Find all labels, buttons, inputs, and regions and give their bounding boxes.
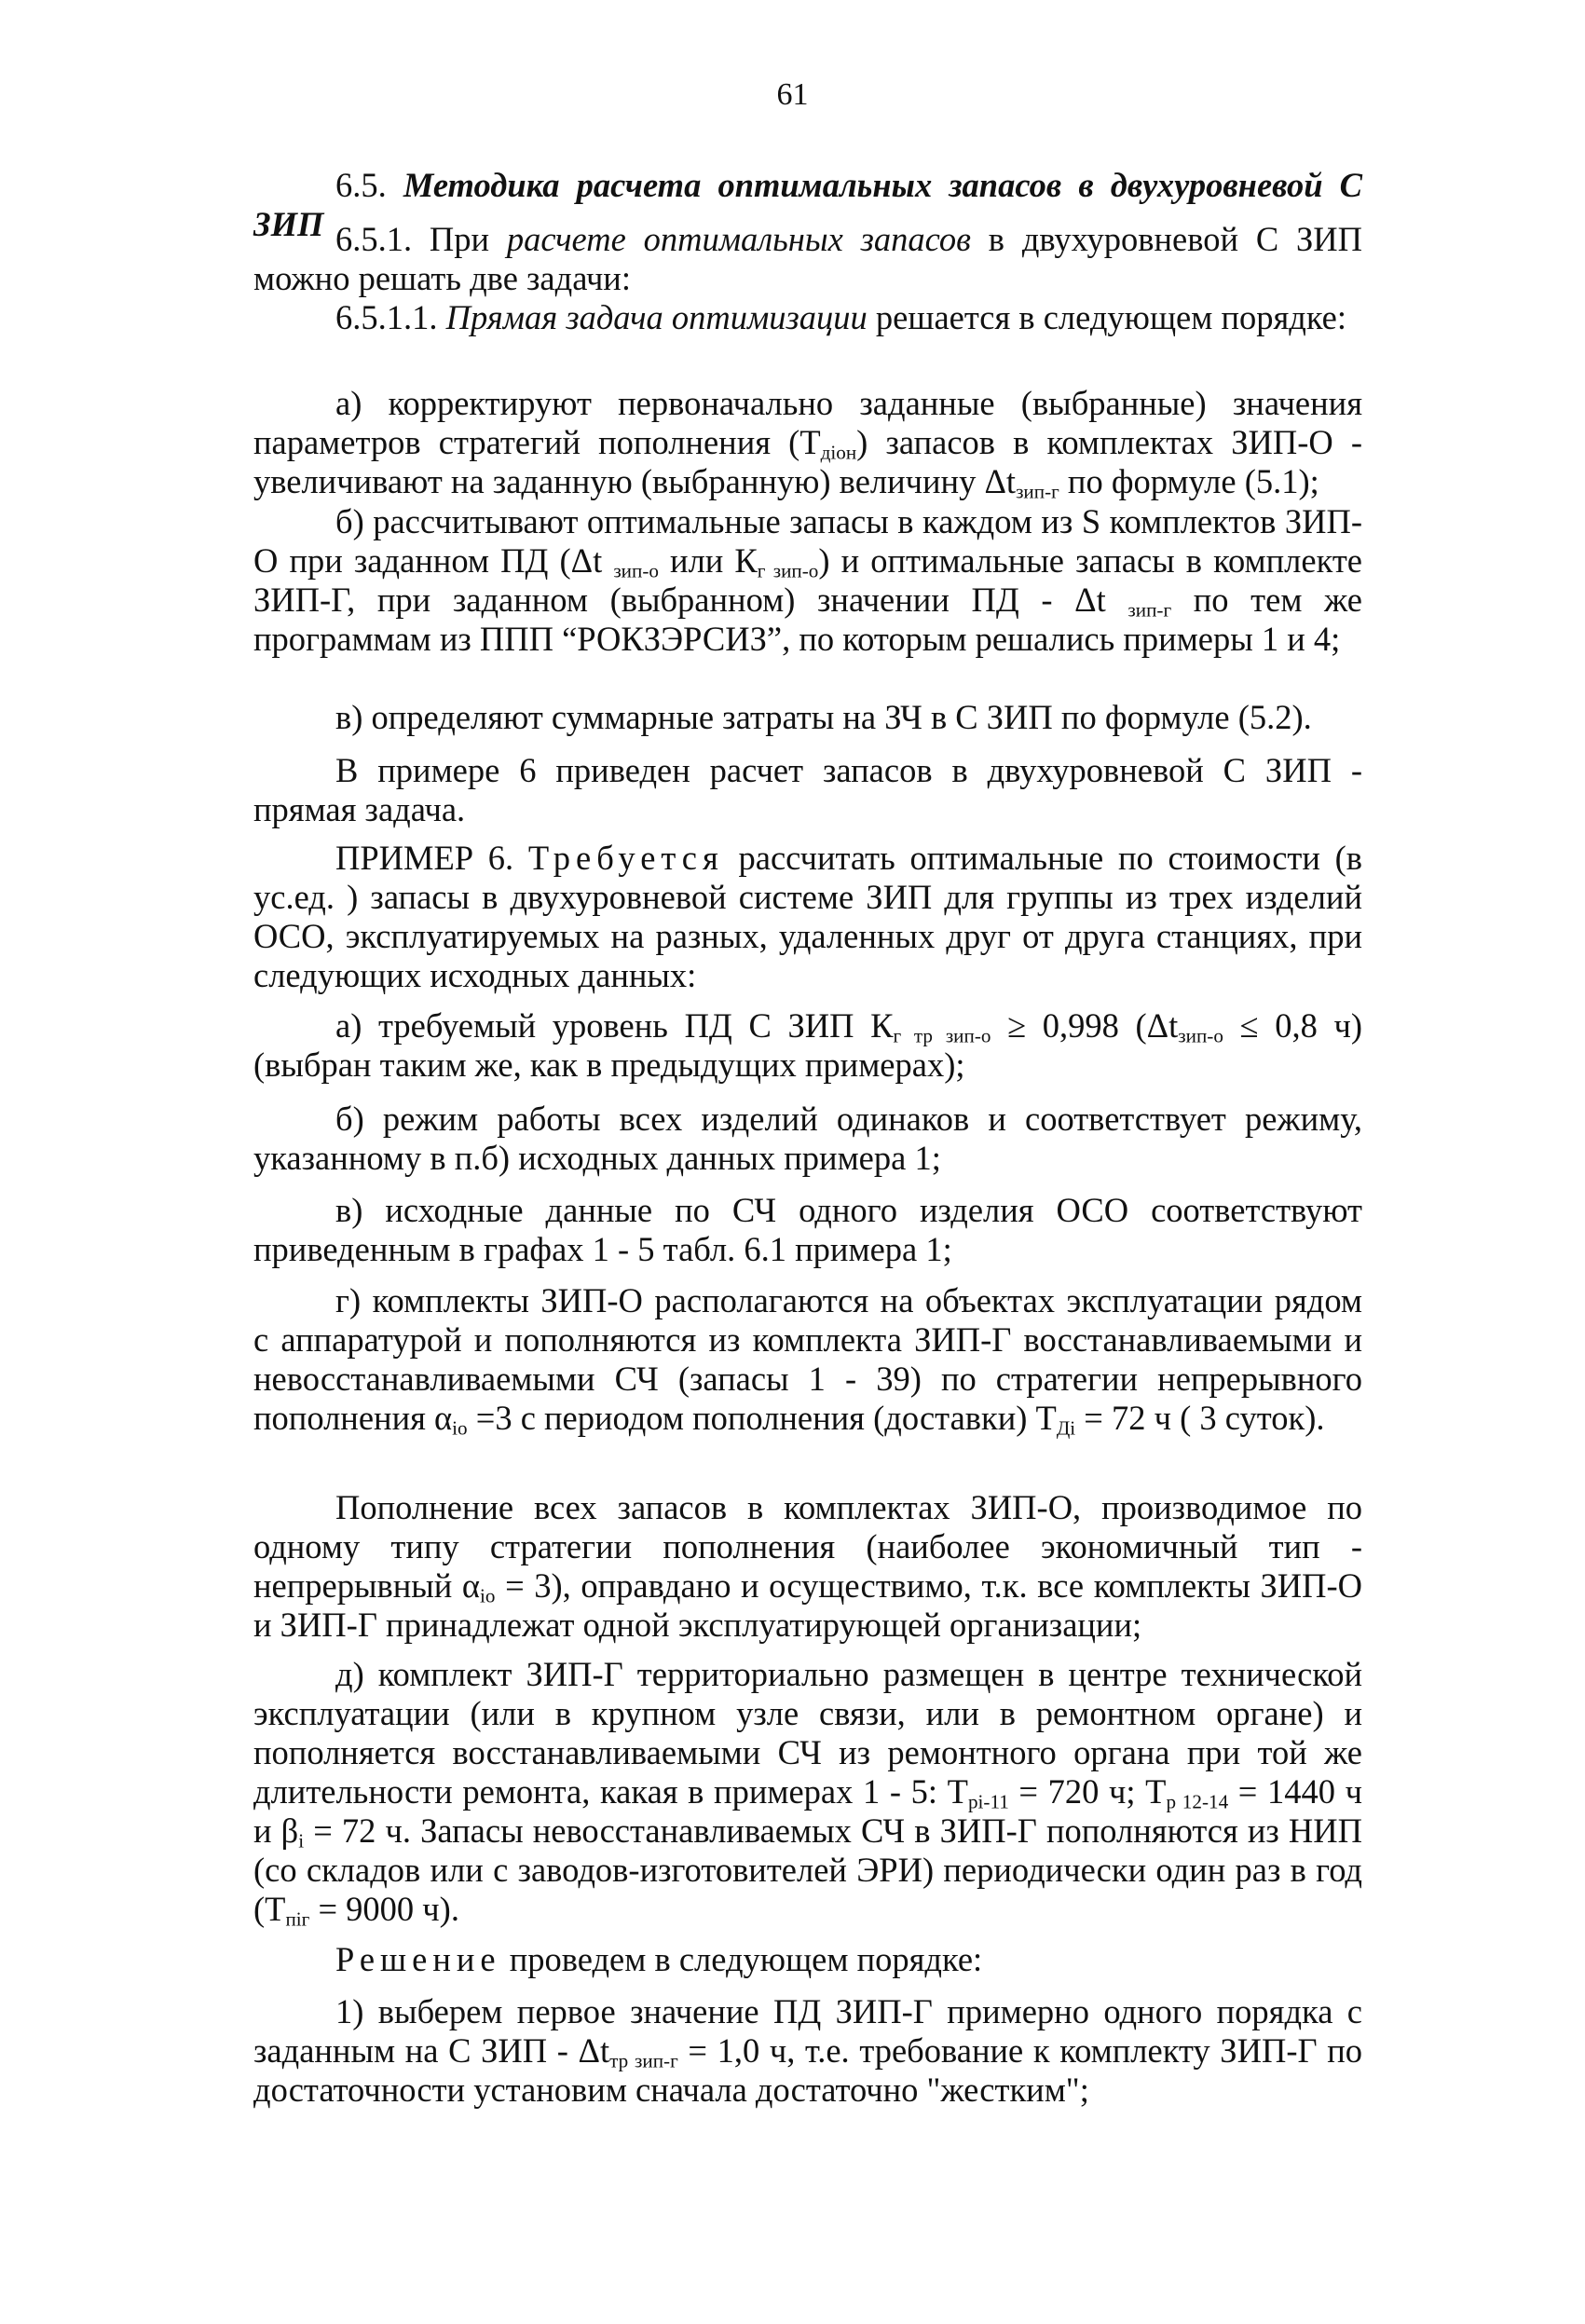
paragraph-6-5-1-1: 6.5.1.1. Прямая задача оптимизации решается в следующем порядке: (335, 298, 1347, 336)
solution-step-1: 1) выберем первое значение ПД ЗИП-Г примерно одного порядка с заданным на С ЗИП - $\Delta t_{тр зип-г} = 1,0$ ч, т.е. требование к комплекту ЗИП-Г по достаточности установим сначала достаточно "жестким"; (253, 1992, 1362, 2109)
step-c: в) определяют суммарные затраты на ЗЧ в С ЗИП по формуле (5.2). (335, 698, 1312, 736)
replenishment-note: Пополнение всех запасов в комплектах ЗИП-О, производимое по одному типу стратегии пополнения (наиболее экономичный тип - непрерывный $\alpha_{іо} = 3$), оправдано и осуществимо, т.к. все комплекты ЗИП-О и ЗИП-Г принадлежат одной эксплуатирующей организации; (253, 1488, 1362, 1644)
step-b: б) рассчитывают оптимальные запасы в каждом из S комплектов ЗИП-О при заданном ПД (Δt $_{зип-о}$ или $К_{г зип-о}$) и оптимальные запасы в комплекте ЗИП-Г, при заданном (выбранном) значении ПД - Δt $_{зип-г}$ по тем же программам из ППП “РОКЗЭРСИЗ”, по которым решались примеры 1 и 4; (253, 502, 1362, 658)
step-a: а) корректируют первоначально заданные (выбранные) значения параметров стратегий пополнения $(Т_{діон})$ запасов в комплектах ЗИП-О - увеличивают на заданную (выбранную) величину $\Delta t_{зип-г}$ по формуле (5.1); (253, 384, 1362, 503)
solution-intro: Решение проведем в следующем порядке: (335, 1940, 983, 1978)
condition-b: б) режим работы всех изделий одинаков и соответствует режиму, указанному в п.б) исходных данных примера 1; (253, 1100, 1362, 1177)
condition-d: г) комплекты ЗИП-О располагаются на объектах эксплуатации рядом с аппаратурой и пополняются из комплекта ЗИП-Г восстанавливаемыми и невосстанавливаемыми СЧ (запасы 1 - 39) по стратегии непрерывного пополнения $\alpha_{іо} =3$ с периодом пополнения (доставки) $Т_{Ді} = 72$ ч ( 3 суток). (253, 1281, 1362, 1440)
condition-c: в) исходные данные по СЧ одного изделия ОСО соответствуют приведенным в графах 1 - 5 табл. 6.1 примера 1; (253, 1191, 1362, 1268)
condition-a: а) требуемый уровень ПД С ЗИП $К_{г тр зип-о} \ge 0,998$ ($\Delta t_{зип-о} \le 0,8$ ч) (выбран таким же, как в предыдущих примерах); (253, 1006, 1363, 1084)
example-label: ПРИМЕР 6. (335, 839, 528, 877)
section-title: Методика расчета оптимальных запасов в двухуровневой С ЗИП (253, 166, 1362, 243)
paragraph-6-5-1: 6.5.1. При расчете оптимальных запасов в двухуровневой С ЗИП можно решать две задачи: (253, 220, 1362, 297)
example-6: ПРИМЕР 6. Требуется рассчитать оптимальные по стоимости (в ус.ед. ) запасы в двухуровневой системе ЗИП для группы из трех изделий ОСО, эксплуатируемых на разных, удаленных друг от друга станциях, при следующих исходных данных: (253, 839, 1362, 994)
section-number: 6.5. (335, 166, 403, 204)
condition-e: д) комплект ЗИП-Г территориально размещен в центре технической эксплуатации (или в крупном узле связи, или в ремонтном органе) и пополняется восстанавливаемыми СЧ из ремонтного органа при той же длительности ремонта, какая в примерах 1 - 5: $Т_{рі-11} = 720$ ч; $Т_{р 12-14} = 1440$ ч и $\beta_і = 72$ ч. Запасы невосстанавливаемых СЧ в ЗИП-Г пополняются из НИП (со складов или с заводов-изготовителей ЭРИ) периодически один раз в год ($Т_{піг} = 9000$ ч). (253, 1655, 1362, 1931)
example-intro: В примере 6 приведен расчет запасов в двухуровневой С ЗИП - прямая задача. (253, 751, 1362, 828)
page-number: 61 (776, 77, 809, 112)
